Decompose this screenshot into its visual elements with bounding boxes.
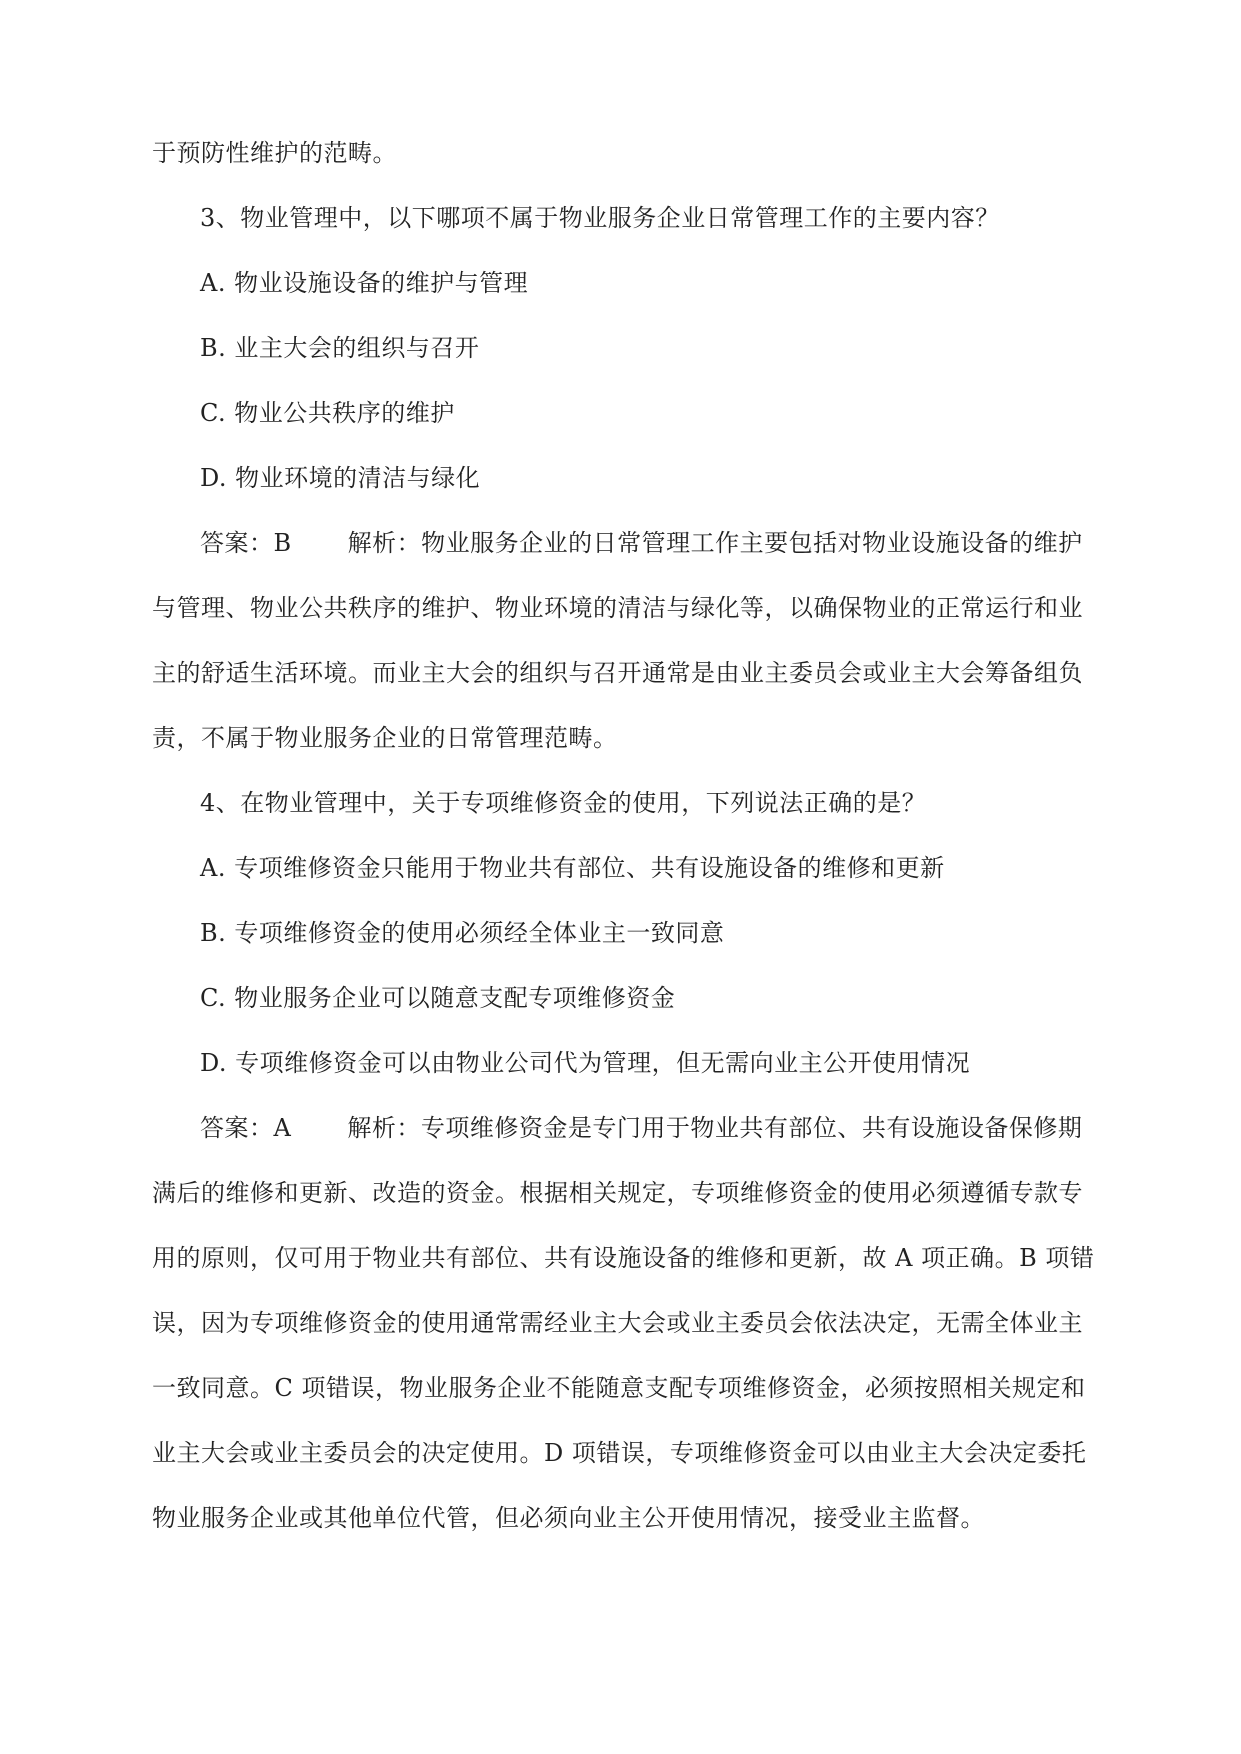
q3-option-b: B. 业主大会的组织与召开 [200,334,480,362]
q4-analysis-line-6: 业主大会或业主委员会的决定使用。D 项错误，专项维修资金可以由业主大会决定委托 [152,1439,1087,1467]
q4-answer: 答案：A [200,1114,292,1142]
q4-analysis-line-7: 物业服务企业或其他单位代管，但必须向业主公开使用情况，接受业主监督。 [152,1504,985,1532]
q3-analysis-line-2: 与管理、物业公共秩序的维护、物业环境的清洁与绿化等，以确保物业的正常运行和业 [152,594,1083,622]
q4-analysis-line-4: 误，因为专项维修资金的使用通常需经业主大会或业主委员会依法决定，无需全体业主 [152,1309,1083,1337]
q3-answer-line [200,526,1092,560]
q3-answer: 答案：B [200,529,292,557]
q4-answer-line [200,1111,1092,1145]
q3-option-d: D. 物业环境的清洁与绿化 [200,464,481,492]
q3-analysis-line-4: 责，不属于物业服务企业的日常管理范畴。 [152,724,618,752]
q3-option-a: A. 物业设施设备的维护与管理 [200,269,529,297]
q4-option-a: A. 专项维修资金只能用于物业共有部位、共有设施设备的维修和更新 [200,854,945,882]
paragraph-continuation: 于预防性维护的范畴。 [152,139,397,167]
q4-option-c: C. 物业服务企业可以随意支配专项维修资金 [200,984,676,1012]
q4-analysis-line-1: 解析：专项维修资金是专门用于物业共有部位、共有设施设备保修期 [347,1114,1083,1142]
q4-analysis-line-5: 一致同意。C 项错误，物业服务企业不能随意支配专项维修资金，必须按照相关规定和 [152,1374,1086,1402]
q3-analysis-line-1: 解析：物业服务企业的日常管理工作主要包括对物业设施设备的维护 [347,529,1083,557]
q4-option-d: D. 专项维修资金可以由物业公司代为管理，但无需向业主公开使用情况 [200,1049,971,1077]
q3-analysis-line-3: 主的舒适生活环境。而业主大会的组织与召开通常是由业主委员会或业主大会筹备组负 [152,659,1083,687]
q4-analysis-line-2: 满后的维修和更新、改造的资金。根据相关规定，专项维修资金的使用必须遵循专款专 [152,1179,1083,1207]
q4-analysis-line-3: 用的原则，仅可用于物业共有部位、共有设施设备的维修和更新，故 A 项正确。B 项错 [152,1244,1095,1272]
q4-option-b: B. 专项维修资金的使用必须经全体业主一致同意 [200,919,725,947]
question-3: 3、物业管理中，以下哪项不属于物业服务企业日常管理工作的主要内容？ [200,204,1000,232]
q3-option-c: C. 物业公共秩序的维护 [200,399,455,427]
question-4: 4、在物业管理中，关于专项维修资金的使用，下列说法正确的是？ [200,789,927,817]
